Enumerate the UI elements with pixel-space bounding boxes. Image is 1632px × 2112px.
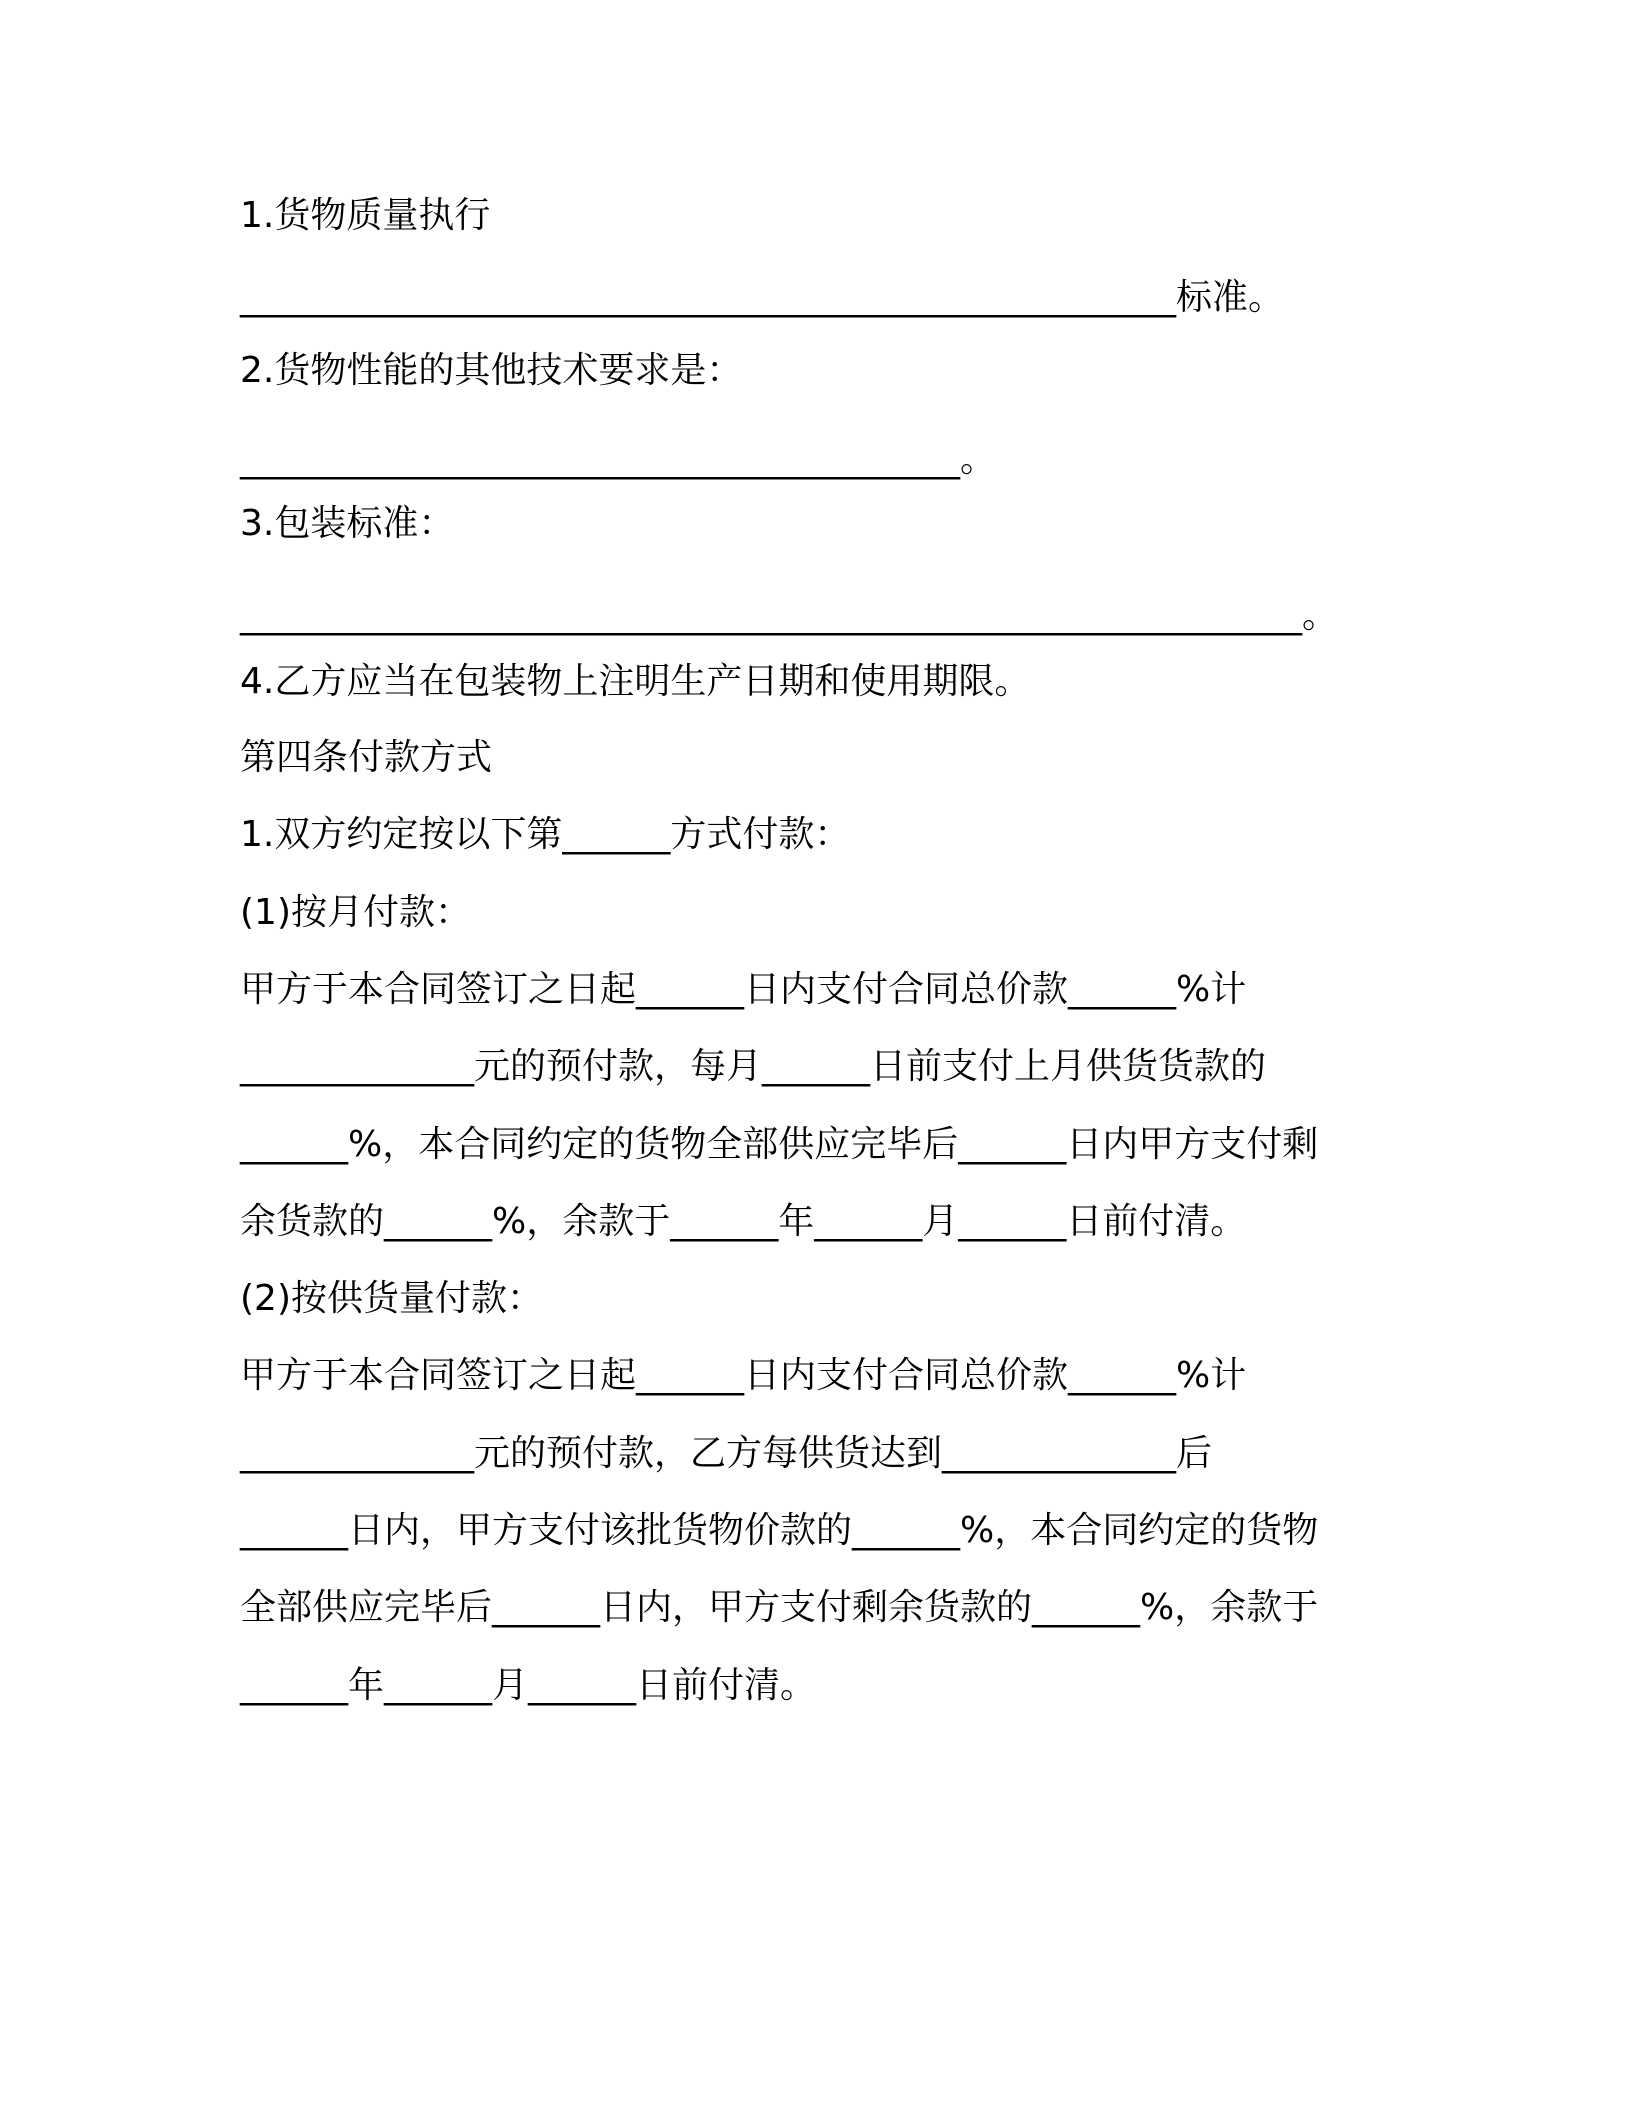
- monthly-payment-line-4: 余货款的______%，余款于______年______月______日前付清。: [240, 1201, 1247, 1242]
- volume-payment-line-1: 甲方于本合同签订之日起______日内支付合同总价款______%计: [240, 1355, 1247, 1396]
- monthly-payment-heading: (1)按月付款：: [240, 892, 471, 933]
- monthly-payment-line-2: _____________元的预付款，每月______日前支付上月供货货款的: [240, 1046, 1267, 1087]
- performance-requirements-blank: ________________________________________。: [240, 439, 996, 480]
- monthly-payment-line-1: 甲方于本合同签订之日起______日内支付合同总价款______%计: [240, 969, 1247, 1010]
- volume-payment-line-5: ______年______月______日前付清。: [240, 1665, 817, 1706]
- volume-payment-line-2: _____________元的预付款，乙方每供货达到_____________后: [240, 1433, 1213, 1474]
- quality-standard-blank: ____________________________________________________标准。: [240, 277, 1284, 318]
- article-four-title: 第四条付款方式: [240, 737, 493, 778]
- volume-payment-heading: (2)按供货量付款：: [240, 1278, 543, 1319]
- packaging-marking-clause: 4.乙方应当在包装物上注明生产日期和使用期限。: [240, 661, 1031, 702]
- performance-requirements-heading: 2.货物性能的其他技术要求是：: [240, 350, 743, 391]
- quality-standard-heading: 1.货物质量执行: [240, 195, 491, 236]
- volume-payment-line-3: ______日内，甲方支付该批货物价款的______%，本合同约定的货物: [240, 1510, 1319, 1551]
- packaging-standard-heading: 3.包装标准：: [240, 503, 455, 544]
- monthly-payment-line-3: ______%，本合同约定的货物全部供应完毕后______日内甲方支付剩: [240, 1124, 1319, 1165]
- payment-method-choice: 1.双方约定按以下第______方式付款：: [240, 814, 851, 855]
- volume-payment-line-4: 全部供应完毕后______日内，甲方支付剩余货款的______%，余款于: [240, 1587, 1319, 1628]
- packaging-standard-blank: ___________________________________________________________。: [240, 595, 1338, 636]
